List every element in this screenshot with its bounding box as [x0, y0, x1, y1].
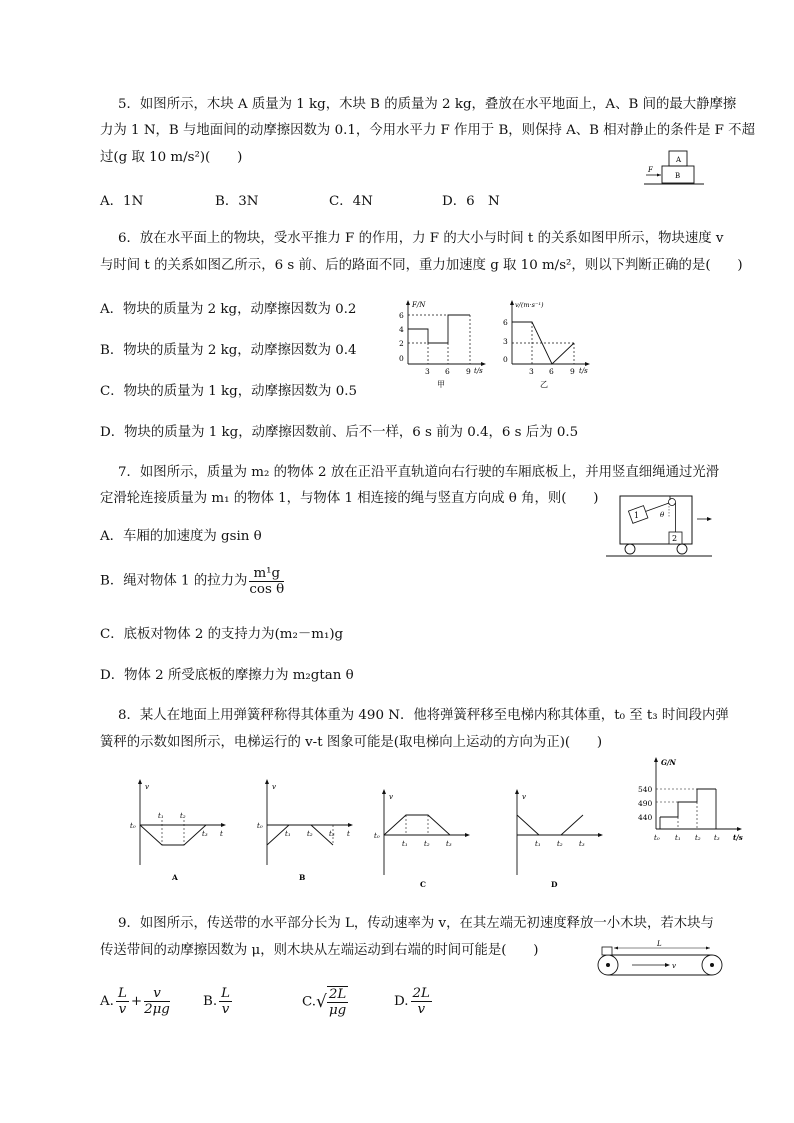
q7-fig-theta: θ — [660, 511, 665, 519]
q6b-xlabel: t/s — [579, 367, 588, 375]
q6a-xtick-9: 9 — [466, 367, 471, 376]
q6b-ytick-3: 3 — [503, 337, 508, 346]
q6a-xtick-6: 6 — [445, 367, 450, 376]
q7-line-2: 定滑轮连接质量为 m₁ 的物体 1，与物体 1 相连接的绳与竖直方向成 θ 角，则( ) — [100, 491, 599, 506]
q9-b-letter: B. — [203, 994, 218, 1009]
q8d-v: v — [522, 793, 526, 801]
q9-a-frac-1 — [116, 986, 129, 1017]
q5-block-figure — [640, 148, 710, 188]
q8b-t2: t₂ — [307, 830, 313, 838]
q9-a-d2: 2μg — [144, 1002, 170, 1017]
q7-fig-two: 2 — [672, 534, 678, 543]
q8-line-1: 8．某人在地面上用弹簧秤称得其体重为 490 N．他将弹簧秤移至电梯内称其体重，t₀ 至 t₃ 时间段内弹 — [118, 708, 729, 723]
q6a-xlabel: t/s — [474, 367, 483, 375]
q6a-ylabel: F/N — [412, 301, 426, 309]
q8c-t3: t₃ — [446, 840, 452, 848]
q9-a-n1: L — [117, 986, 127, 1001]
q9-c-letter: C. — [302, 994, 317, 1010]
q8g-ytick-440: 440 — [638, 813, 653, 822]
q8a-v: v — [145, 783, 149, 791]
q7-line-1: 7．如图所示，质量为 m₂ 的物体 2 放在正沿平直轨道向右行驶的车厢底板上，并用竖直细绳通过光滑 — [118, 465, 720, 480]
q9-fig-v: v — [672, 962, 676, 970]
q6-option-d[interactable]: D．物块的质量为 1 kg，动摩擦因数前、后不一样，6 s 前为 0.4，6 s 后为 0.5 — [100, 425, 579, 440]
q5-line-2: 力为 1 N，B 与地面间的动摩擦因数为 0.1，今用水平力 F 作用于 B，则保持 A、B 相对静止的条件是 F 不超 — [100, 123, 755, 138]
q6b-ylabel: v/(m·s⁻¹) — [515, 301, 544, 309]
q9-option-a[interactable] — [100, 986, 172, 1017]
q6a-xtick-3: 3 — [425, 367, 430, 376]
q8d-t2: t₂ — [557, 840, 563, 848]
q6-line-1: 6．放在水平面上的物块，受水平推力 F 的作用，力 F 的大小与时间 t 的关系如图甲所示，物块速度 v — [118, 231, 724, 246]
q7-carriage-figure — [600, 490, 720, 560]
q5-fig-f: F — [648, 166, 653, 174]
q9-b-d: v — [221, 1002, 230, 1017]
q6a-ytick-6: 6 — [399, 311, 404, 320]
q8g-xtick-t1: t₁ — [675, 834, 681, 842]
q8d-t3: t₃ — [579, 840, 585, 848]
q8-weight-graph — [632, 753, 757, 848]
q8b-t1: t₁ — [285, 830, 291, 838]
q9-option-d[interactable] — [394, 986, 434, 1017]
q7-b-denominator: cos θ — [249, 582, 285, 597]
q9-option-b[interactable] — [203, 986, 234, 1017]
q8g-ytick-540: 540 — [638, 785, 653, 794]
q8b-v: v — [272, 783, 276, 791]
q7-option-b-fraction — [249, 566, 284, 597]
q6-line-2: 与时间 t 的关系如图乙所示，6 s 前、后的路面不同，重力加速度 g 取 10 m/s²，则以下判断正确的是( ) — [100, 258, 743, 273]
q5-line-1: 5．如图所示，木块 A 质量为 1 kg，木块 B 的质量为 2 kg，叠放在水平地面上，A、B 间的最大静摩擦 — [118, 97, 737, 112]
q5-fig-b: B — [675, 172, 681, 180]
q8g-xtick-t3: t₃ — [714, 834, 720, 842]
q7-fig-one: 1 — [634, 511, 640, 520]
q8b-caption: B — [299, 873, 306, 882]
q8-graph-b — [255, 775, 365, 885]
q8a-t2: t₂ — [180, 812, 186, 820]
q9-d-letter: D. — [394, 994, 409, 1009]
q8b-t3: t₃ — [329, 830, 335, 838]
q6b-xtick-3: 3 — [529, 367, 534, 376]
q9-c-n: 2L — [328, 987, 347, 1002]
q9-a-d1: v — [118, 1002, 127, 1017]
q6a-ytick-2: 2 — [399, 339, 404, 348]
q7-option-b-text: B．绳对物体 1 的拉力为 — [100, 573, 248, 589]
q9-d-n: 2L — [412, 986, 430, 1001]
q9-a-letter: A. — [100, 994, 114, 1009]
q5-fig-a: A — [676, 156, 682, 164]
q8c-v: v — [389, 793, 393, 801]
q8g-xlabel: t/s — [733, 833, 743, 842]
q9-a-frac-2 — [144, 986, 170, 1017]
q6a-ytick-0: 0 — [399, 354, 404, 363]
q6b-ytick-0: 0 — [503, 355, 508, 364]
q6b-xtick-6: 6 — [549, 367, 554, 376]
q9-conveyor-figure — [590, 938, 730, 980]
q8-graph-d — [505, 785, 615, 895]
q7-option-b[interactable] — [100, 566, 286, 597]
q9-option-c[interactable] — [302, 986, 350, 1018]
q9-fig-l: L — [657, 940, 662, 948]
q7-option-d[interactable]: D．物体 2 所受底板的摩擦力为 m₂gtan θ — [100, 668, 354, 683]
q8-graph-c — [372, 785, 482, 895]
q8a-t1: t₁ — [158, 812, 164, 820]
q9-c-frac — [327, 986, 348, 1018]
q9-b-frac — [219, 986, 232, 1017]
q8-graph-a — [128, 775, 238, 885]
q6b-ytick-6: 6 — [503, 318, 508, 327]
q8-line-2: 簧秤的示数如图所示，电梯运行的 v-t 图象可能是(取电梯向上运动的方向为正)( ) — [100, 735, 603, 750]
q9-a-plus: + — [130, 994, 143, 1009]
q9-line-1: 9．如图所示，传送带的水平部分长为 L，传动速率为 v，在其左端无初速度释放一小木块，若木块与 — [118, 916, 714, 931]
q6-graph-force — [386, 298, 496, 390]
q9-c-d: μg — [328, 1003, 347, 1018]
q6-graph-velocity — [496, 298, 606, 390]
q5-option-d[interactable]: D．6 N — [442, 194, 500, 209]
q5-option-b[interactable]: B．3N — [215, 194, 259, 209]
q8d-caption: D — [551, 880, 558, 889]
q8g-ytick-490: 490 — [638, 799, 653, 808]
q8a-t0: t₀ — [130, 822, 136, 830]
q8g-xtick-t2: t₂ — [695, 834, 701, 842]
q8d-t1: t₁ — [535, 840, 541, 848]
q8a-t3: t₃ — [202, 830, 208, 838]
q8a-t: t — [220, 830, 223, 838]
q8c-caption: C — [420, 880, 426, 889]
q9-b-n: L — [221, 986, 231, 1001]
q5-option-c[interactable]: C．4N — [329, 194, 373, 209]
q6b-xtick-9: 9 — [570, 367, 575, 376]
q8b-t0: t₀ — [257, 822, 263, 830]
q7-option-a[interactable]: A．车厢的加速度为 gsin θ — [100, 529, 262, 544]
q9-a-n2: v — [144, 986, 170, 1002]
q9-d-d: v — [417, 1002, 426, 1017]
q8g-xtick-t0: t₀ — [654, 834, 660, 842]
q8c-t2: t₂ — [424, 840, 430, 848]
q6a-caption: 甲 — [437, 380, 445, 389]
q6a-ytick-4: 4 — [399, 325, 404, 334]
q8a-caption: A — [172, 873, 178, 882]
q8c-t0: t₀ — [374, 832, 380, 840]
q6-option-b[interactable]: B．物块的质量为 2 kg，动摩擦因数为 0.4 — [100, 343, 357, 358]
q5-line-3: 过(g 取 10 m/s²)( ) — [100, 150, 243, 165]
q8b-t: t — [347, 830, 350, 838]
sqrt-icon: √ — [316, 992, 327, 1012]
q5-option-a[interactable]: A．1N — [100, 194, 144, 209]
q8c-t1: t₁ — [402, 840, 408, 848]
q9-d-frac — [411, 986, 432, 1017]
q7-b-numerator: m¹g — [249, 566, 284, 582]
q7-option-c[interactable]: C．底板对物体 2 的支持力为(m₂－m₁)g — [100, 627, 344, 642]
q6-option-a[interactable]: A．物块的质量为 2 kg，动摩擦因数为 0.2 — [100, 302, 357, 317]
q8g-ylabel: G/N — [661, 758, 676, 767]
q6-option-c[interactable]: C．物块的质量为 1 kg，动摩擦因数为 0.5 — [100, 384, 357, 399]
q6b-caption: 乙 — [540, 380, 548, 389]
q9-line-2: 传送带间的动摩擦因数为 μ，则木块从左端运动到右端的时间可能是( ) — [100, 943, 539, 958]
